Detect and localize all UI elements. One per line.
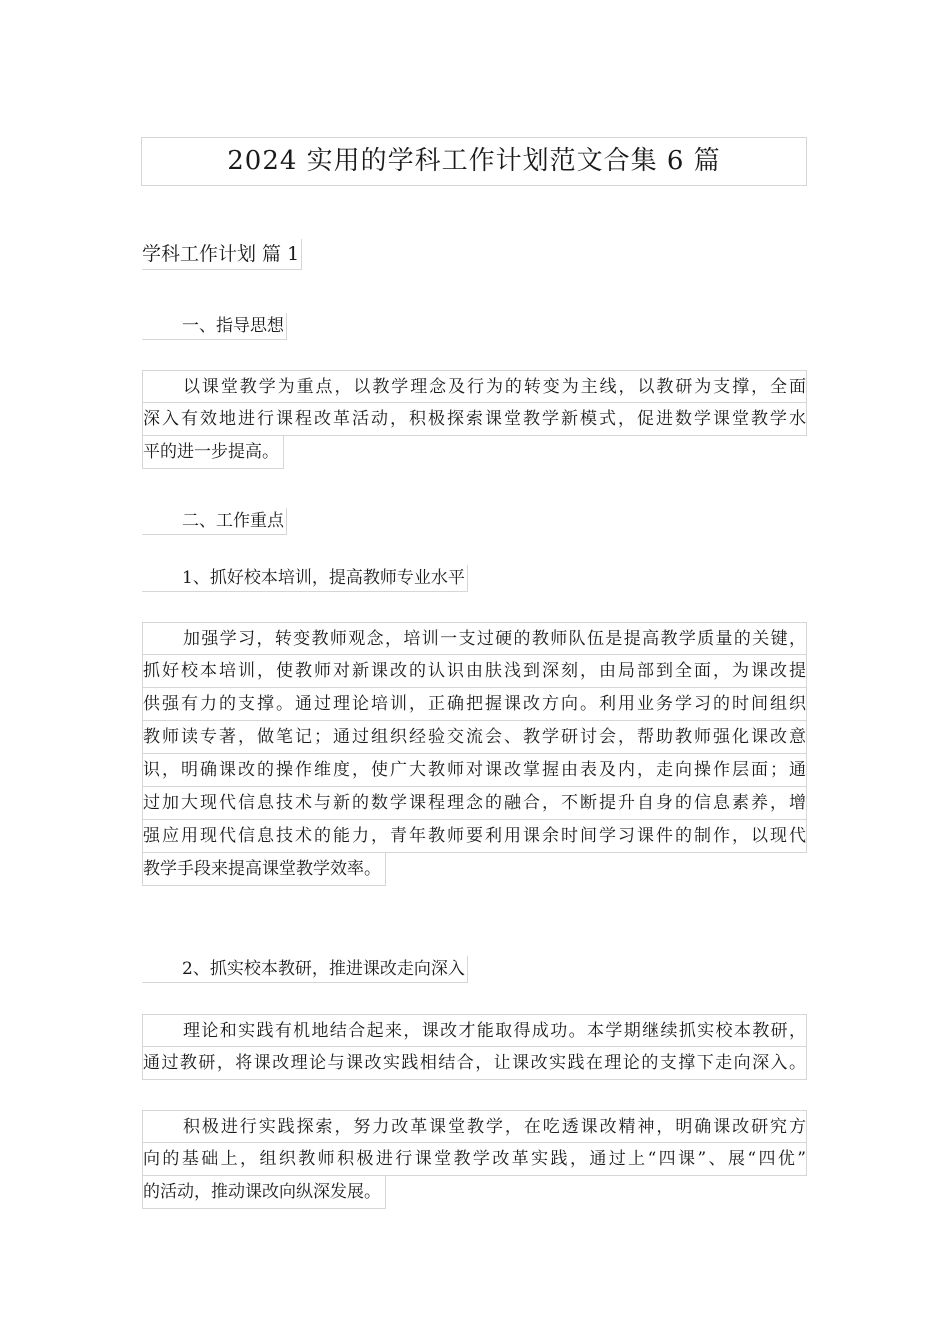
text-line: 过加大现代信息技术与新的数学课程理念的融合，不断提升自身的信息素养，增: [142, 787, 807, 820]
text-line: 以课堂教学为重点，以教学理念及行为的转变为主线，以教研为支撑，全面: [142, 370, 807, 403]
text-line: 教学手段来提高课堂教学效率。: [142, 853, 386, 886]
text-line: 强应用现代信息技术的能力，青年教师要利用课余时间学习课件的制作，以现代: [142, 820, 807, 853]
text-line: 识，明确课改的操作维度，使广大教师对课改掌握由表及内，走向操作层面；通: [142, 754, 807, 787]
subheading-school-research: 2、抓实校本教研，推进课改走向深入: [142, 956, 468, 983]
section-heading-guiding-ideology: 一、指导思想: [142, 313, 287, 340]
text-line: 抓好校本培训，使教师对新课改的认识由肤浅到深刻，由局部到全面，为课改提: [142, 655, 807, 688]
text-line: 教师读专著，做笔记；通过组织经验交流会、教学研讨会，帮助教师强化课改意: [142, 721, 807, 754]
text-line: 向的基础上，组织教师积极进行课堂教学改革实践，通过上“四课”、展“四优”: [142, 1143, 807, 1176]
paragraph-school-research: [142, 1014, 807, 1080]
paragraph-practice-exploration: [142, 1110, 807, 1213]
subheading-school-training: 1、抓好校本培训，提高教师专业水平: [142, 565, 468, 592]
section-heading-work-focus: 二、工作重点: [142, 508, 287, 535]
text-line: 加强学习，转变教师观念，培训一支过硬的教师队伍是提高教学质量的关键，: [142, 622, 807, 655]
text-line: 理论和实践有机地结合起来，课改才能取得成功。本学期继续抓实校本教研，: [142, 1014, 807, 1047]
text-line: 的活动，推动课改向纵深发展。: [142, 1176, 386, 1209]
text-line: 平的进一步提高。: [142, 436, 284, 469]
paragraph-guiding-ideology: [142, 370, 807, 473]
paragraph-school-training: [142, 622, 807, 890]
text-line: 供强有力的支撑。通过理论培训，正确把握课改方向。利用业务学习的时间组织: [142, 688, 807, 721]
text-line: 积极进行实践探索，努力改革课堂教学，在吃透课改精神，明确课改研究方: [142, 1110, 807, 1143]
text-line: 深入有效地进行课程改革活动，积极探索课堂教学新模式，促进数学课堂教学水: [142, 403, 807, 436]
document-title: 2024 实用的学科工作计划范文合集 6 篇: [141, 137, 807, 186]
text-line: 通过教研，将课改理论与课改实践相结合，让课改实践在理论的支撑下走向深入。: [142, 1047, 807, 1080]
plan-heading: 学科工作计划 篇 1: [142, 239, 302, 270]
